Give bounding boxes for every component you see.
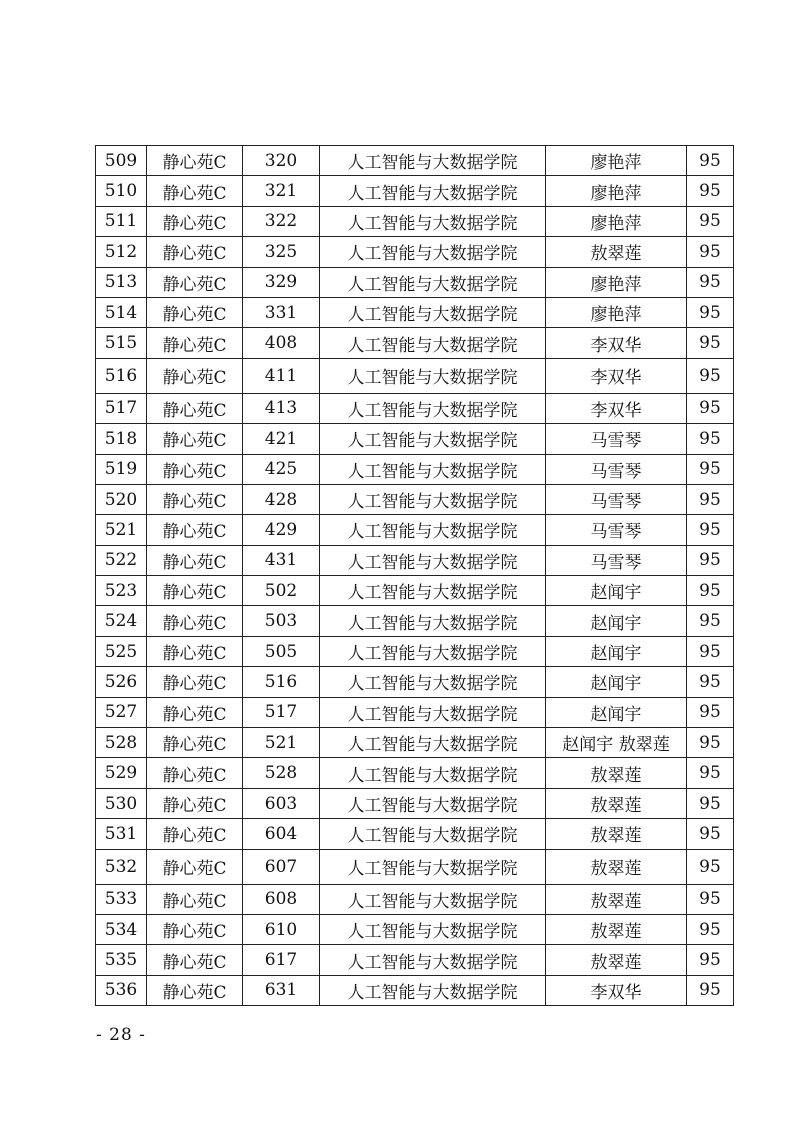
- room-cell: 604: [243, 819, 320, 849]
- table-row: [96, 237, 734, 267]
- row-number-cell: 524: [96, 606, 147, 636]
- score-cell: 95: [687, 914, 734, 944]
- college-cell: 人工智能与大数据学院: [320, 206, 546, 236]
- building-cell: 静心苑C: [147, 328, 243, 358]
- dormitory-table: [95, 145, 734, 1006]
- building-cell: 静心苑C: [147, 849, 243, 884]
- person-cell: 马雪琴: [546, 484, 687, 514]
- score-cell: 95: [687, 975, 734, 1005]
- score-cell: 95: [687, 728, 734, 758]
- building-cell: 静心苑C: [147, 358, 243, 393]
- person-cell: 赵闻宇: [546, 576, 687, 606]
- score-cell: 95: [687, 297, 734, 327]
- person-cell: 李双华: [546, 358, 687, 393]
- score-cell: 95: [687, 697, 734, 727]
- college-cell: 人工智能与大数据学院: [320, 576, 546, 606]
- score-cell: 95: [687, 819, 734, 849]
- building-cell: 静心苑C: [147, 606, 243, 636]
- person-cell: 廖艳萍: [546, 176, 687, 206]
- row-number-cell: 510: [96, 176, 147, 206]
- room-cell: 408: [243, 328, 320, 358]
- row-number-cell: 529: [96, 758, 147, 788]
- table-row: [96, 636, 734, 666]
- row-number-cell: 511: [96, 206, 147, 236]
- college-cell: 人工智能与大数据学院: [320, 484, 546, 514]
- college-cell: 人工智能与大数据学院: [320, 545, 546, 575]
- table-row: [96, 424, 734, 454]
- college-cell: 人工智能与大数据学院: [320, 267, 546, 297]
- college-cell: 人工智能与大数据学院: [320, 849, 546, 884]
- table-row: [96, 358, 734, 393]
- page-number: - 28 -: [96, 1025, 146, 1045]
- building-cell: 静心苑C: [147, 697, 243, 727]
- building-cell: 静心苑C: [147, 237, 243, 267]
- college-cell: 人工智能与大数据学院: [320, 454, 546, 484]
- room-cell: 431: [243, 545, 320, 575]
- building-cell: 静心苑C: [147, 515, 243, 545]
- person-cell: 马雪琴: [546, 454, 687, 484]
- person-cell: 马雪琴: [546, 545, 687, 575]
- person-cell: 李双华: [546, 393, 687, 423]
- person-cell: 赵闻宇 敖翠莲: [546, 728, 687, 758]
- table-row: [96, 667, 734, 697]
- score-cell: 95: [687, 454, 734, 484]
- college-cell: 人工智能与大数据学院: [320, 176, 546, 206]
- score-cell: 95: [687, 237, 734, 267]
- college-cell: 人工智能与大数据学院: [320, 914, 546, 944]
- score-cell: 95: [687, 788, 734, 818]
- table-row: [96, 975, 734, 1005]
- college-cell: 人工智能与大数据学院: [320, 146, 546, 176]
- building-cell: 静心苑C: [147, 728, 243, 758]
- building-cell: 静心苑C: [147, 176, 243, 206]
- building-cell: 静心苑C: [147, 975, 243, 1005]
- person-cell: 赵闻宇: [546, 667, 687, 697]
- college-cell: 人工智能与大数据学院: [320, 328, 546, 358]
- table-row: [96, 328, 734, 358]
- row-number-cell: 512: [96, 237, 147, 267]
- table-row: [96, 267, 734, 297]
- room-cell: 321: [243, 176, 320, 206]
- score-cell: 95: [687, 176, 734, 206]
- person-cell: 敖翠莲: [546, 788, 687, 818]
- table-row: [96, 606, 734, 636]
- room-cell: 322: [243, 206, 320, 236]
- row-number-cell: 525: [96, 636, 147, 666]
- room-cell: 607: [243, 849, 320, 884]
- table-row: [96, 819, 734, 849]
- score-cell: 95: [687, 393, 734, 423]
- score-cell: 95: [687, 484, 734, 514]
- building-cell: 静心苑C: [147, 484, 243, 514]
- room-cell: 617: [243, 945, 320, 975]
- table-row: [96, 454, 734, 484]
- row-number-cell: 527: [96, 697, 147, 727]
- college-cell: 人工智能与大数据学院: [320, 424, 546, 454]
- table-row: [96, 297, 734, 327]
- college-cell: 人工智能与大数据学院: [320, 606, 546, 636]
- table-row: [96, 484, 734, 514]
- table-row: [96, 393, 734, 423]
- person-cell: 廖艳萍: [546, 267, 687, 297]
- person-cell: 敖翠莲: [546, 758, 687, 788]
- table-body: [96, 146, 734, 1006]
- room-cell: 421: [243, 424, 320, 454]
- building-cell: 静心苑C: [147, 206, 243, 236]
- college-cell: 人工智能与大数据学院: [320, 945, 546, 975]
- table-row: [96, 758, 734, 788]
- person-cell: 赵闻宇: [546, 636, 687, 666]
- row-number-cell: 522: [96, 545, 147, 575]
- row-number-cell: 516: [96, 358, 147, 393]
- row-number-cell: 536: [96, 975, 147, 1005]
- college-cell: 人工智能与大数据学院: [320, 237, 546, 267]
- row-number-cell: 530: [96, 788, 147, 818]
- room-cell: 411: [243, 358, 320, 393]
- score-cell: 95: [687, 576, 734, 606]
- table-row: [96, 849, 734, 884]
- table-row: [96, 697, 734, 727]
- row-number-cell: 532: [96, 849, 147, 884]
- table-row: [96, 788, 734, 818]
- building-cell: 静心苑C: [147, 454, 243, 484]
- room-cell: 528: [243, 758, 320, 788]
- row-number-cell: 509: [96, 146, 147, 176]
- room-cell: 502: [243, 576, 320, 606]
- person-cell: 敖翠莲: [546, 849, 687, 884]
- row-number-cell: 513: [96, 267, 147, 297]
- college-cell: 人工智能与大数据学院: [320, 819, 546, 849]
- college-cell: 人工智能与大数据学院: [320, 667, 546, 697]
- row-number-cell: 518: [96, 424, 147, 454]
- college-cell: 人工智能与大数据学院: [320, 697, 546, 727]
- table-row: [96, 176, 734, 206]
- room-cell: 521: [243, 728, 320, 758]
- person-cell: 廖艳萍: [546, 146, 687, 176]
- room-cell: 517: [243, 697, 320, 727]
- table-row: [96, 914, 734, 944]
- college-cell: 人工智能与大数据学院: [320, 515, 546, 545]
- table-row: [96, 576, 734, 606]
- building-cell: 静心苑C: [147, 945, 243, 975]
- row-number-cell: 519: [96, 454, 147, 484]
- college-cell: 人工智能与大数据学院: [320, 358, 546, 393]
- score-cell: 95: [687, 267, 734, 297]
- room-cell: 429: [243, 515, 320, 545]
- person-cell: 赵闻宇: [546, 697, 687, 727]
- person-cell: 敖翠莲: [546, 945, 687, 975]
- score-cell: 95: [687, 424, 734, 454]
- score-cell: 95: [687, 667, 734, 697]
- person-cell: 李双华: [546, 975, 687, 1005]
- score-cell: 95: [687, 545, 734, 575]
- building-cell: 静心苑C: [147, 758, 243, 788]
- row-number-cell: 535: [96, 945, 147, 975]
- table-row: [96, 945, 734, 975]
- room-cell: 608: [243, 884, 320, 914]
- table-row: [96, 884, 734, 914]
- person-cell: 赵闻宇: [546, 606, 687, 636]
- college-cell: 人工智能与大数据学院: [320, 393, 546, 423]
- room-cell: 505: [243, 636, 320, 666]
- college-cell: 人工智能与大数据学院: [320, 758, 546, 788]
- room-cell: 329: [243, 267, 320, 297]
- score-cell: 95: [687, 884, 734, 914]
- person-cell: 马雪琴: [546, 515, 687, 545]
- person-cell: 敖翠莲: [546, 884, 687, 914]
- score-cell: 95: [687, 358, 734, 393]
- college-cell: 人工智能与大数据学院: [320, 636, 546, 666]
- building-cell: 静心苑C: [147, 884, 243, 914]
- row-number-cell: 528: [96, 728, 147, 758]
- table-row: [96, 146, 734, 176]
- score-cell: 95: [687, 146, 734, 176]
- person-cell: 敖翠莲: [546, 819, 687, 849]
- room-cell: 425: [243, 454, 320, 484]
- room-cell: 631: [243, 975, 320, 1005]
- building-cell: 静心苑C: [147, 914, 243, 944]
- person-cell: 李双华: [546, 328, 687, 358]
- row-number-cell: 523: [96, 576, 147, 606]
- score-cell: 95: [687, 636, 734, 666]
- room-cell: 516: [243, 667, 320, 697]
- building-cell: 静心苑C: [147, 297, 243, 327]
- row-number-cell: 514: [96, 297, 147, 327]
- person-cell: 廖艳萍: [546, 297, 687, 327]
- building-cell: 静心苑C: [147, 393, 243, 423]
- college-cell: 人工智能与大数据学院: [320, 884, 546, 914]
- building-cell: 静心苑C: [147, 424, 243, 454]
- score-cell: 95: [687, 758, 734, 788]
- building-cell: 静心苑C: [147, 788, 243, 818]
- college-cell: 人工智能与大数据学院: [320, 788, 546, 818]
- building-cell: 静心苑C: [147, 636, 243, 666]
- college-cell: 人工智能与大数据学院: [320, 975, 546, 1005]
- row-number-cell: 531: [96, 819, 147, 849]
- room-cell: 331: [243, 297, 320, 327]
- table-row: [96, 515, 734, 545]
- building-cell: 静心苑C: [147, 576, 243, 606]
- score-cell: 95: [687, 945, 734, 975]
- college-cell: 人工智能与大数据学院: [320, 728, 546, 758]
- building-cell: 静心苑C: [147, 267, 243, 297]
- college-cell: 人工智能与大数据学院: [320, 297, 546, 327]
- row-number-cell: 517: [96, 393, 147, 423]
- row-number-cell: 515: [96, 328, 147, 358]
- room-cell: 610: [243, 914, 320, 944]
- person-cell: 廖艳萍: [546, 206, 687, 236]
- table-row: [96, 728, 734, 758]
- room-cell: 603: [243, 788, 320, 818]
- table-row: [96, 545, 734, 575]
- score-cell: 95: [687, 606, 734, 636]
- score-cell: 95: [687, 849, 734, 884]
- row-number-cell: 521: [96, 515, 147, 545]
- row-number-cell: 534: [96, 914, 147, 944]
- person-cell: 敖翠莲: [546, 914, 687, 944]
- building-cell: 静心苑C: [147, 819, 243, 849]
- room-cell: 413: [243, 393, 320, 423]
- room-cell: 320: [243, 146, 320, 176]
- score-cell: 95: [687, 206, 734, 236]
- person-cell: 敖翠莲: [546, 237, 687, 267]
- building-cell: 静心苑C: [147, 667, 243, 697]
- room-cell: 325: [243, 237, 320, 267]
- score-cell: 95: [687, 328, 734, 358]
- score-cell: 95: [687, 515, 734, 545]
- room-cell: 503: [243, 606, 320, 636]
- room-cell: 428: [243, 484, 320, 514]
- person-cell: 马雪琴: [546, 424, 687, 454]
- row-number-cell: 533: [96, 884, 147, 914]
- building-cell: 静心苑C: [147, 146, 243, 176]
- row-number-cell: 526: [96, 667, 147, 697]
- row-number-cell: 520: [96, 484, 147, 514]
- building-cell: 静心苑C: [147, 545, 243, 575]
- table-row: [96, 206, 734, 236]
